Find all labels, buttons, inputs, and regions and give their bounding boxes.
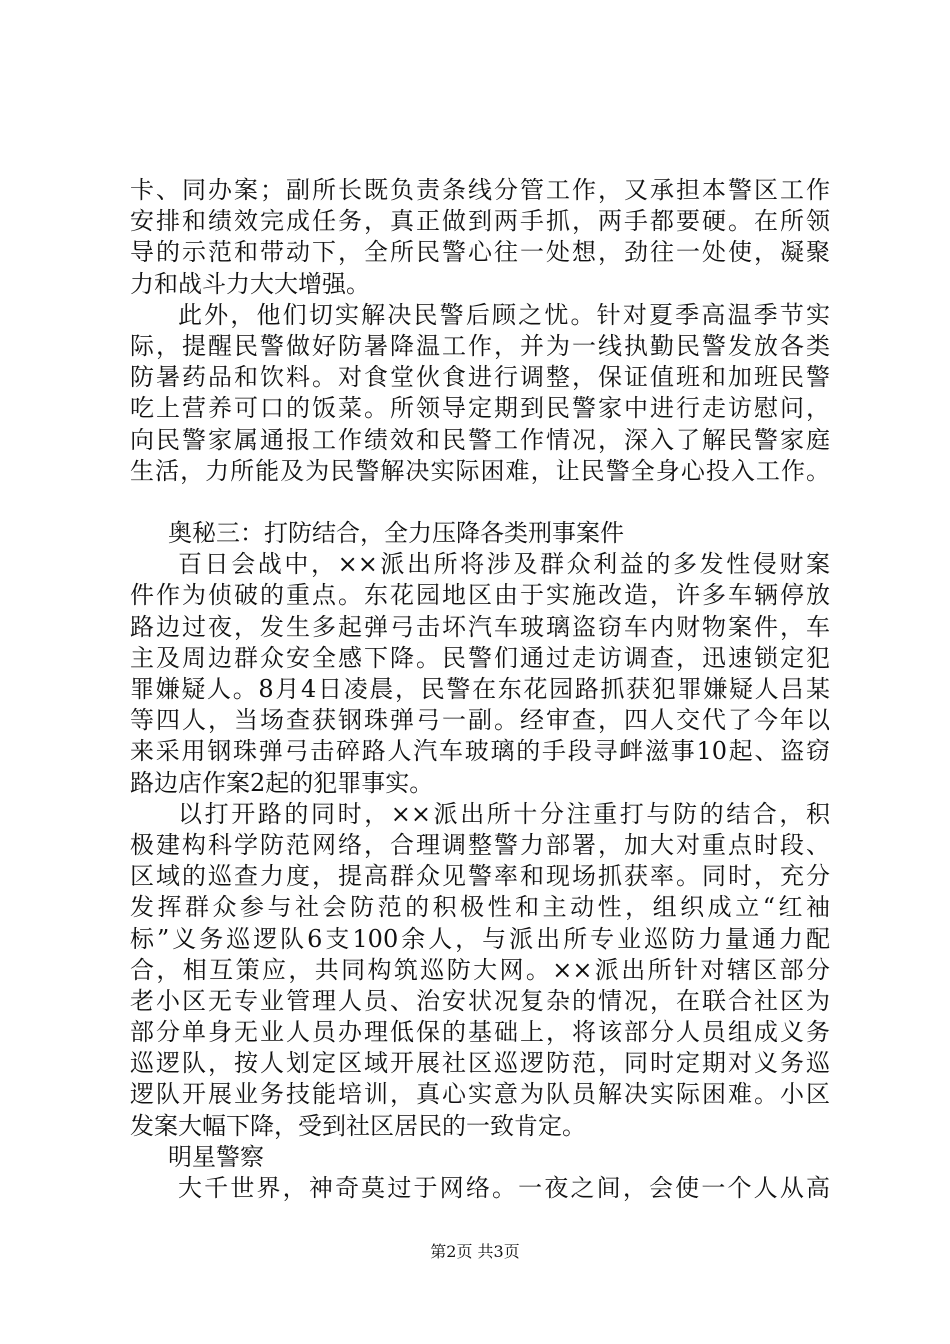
text-line: 等四人，当场查获钢珠弹弓一副。经审查，四人交代了今年以 <box>130 706 830 735</box>
text-line: 路边店作案2起的犯罪事实。 <box>130 768 434 797</box>
text-line: 发案大幅下降，受到社区居民的一致肯定。 <box>130 1111 586 1140</box>
text-line: 卡、同办案；副所长既负责条线分管工作，又承担本警区工作 <box>130 176 830 204</box>
text-line: 极建构科学防范网络，合理调整警力部署，加大对重点时段、 <box>130 830 830 859</box>
text-line: 以打开路的同时，××派出所十分注重打与防的结合，积 <box>178 799 830 828</box>
text-line: 部分单身无业人员办理低保的基础上，将该部分人员组成义务 <box>130 1018 830 1047</box>
text-line: 合，相互策应，共同构筑巡防大网。××派出所针对辖区部分 <box>130 955 830 984</box>
text-line: 此外，他们切实解决民警后顾之忧。针对夏季高温季节实 <box>178 300 830 329</box>
text-line: 罪嫌疑人。8月4日凌晨，民警在东花园路抓获犯罪嫌疑人吕某 <box>130 675 830 703</box>
text-line: 生活，力所能及为民警解决实际困难，让民警全身心投入工作。 <box>130 456 830 485</box>
text-line: 向民警家属通报工作绩效和民警工作情况，深入了解民警家庭 <box>130 425 830 454</box>
text-line: 件作为侦破的重点。东花园地区由于实施改造，许多车辆停放 <box>130 581 830 610</box>
text-line: 来采用钢珠弹弓击碎路人汽车玻璃的手段寻衅滋事10起、盗窃 <box>130 737 830 766</box>
section-heading: 明星警察 <box>168 1142 264 1171</box>
text-line: 逻队开展业务技能培训，真心实意为队员解决实际困难。小区 <box>130 1080 830 1109</box>
page-footer: 第2页 共3页 <box>430 1242 520 1261</box>
text-line: 路边过夜，发生多起弹弓击坏汽车玻璃盗窃车内财物案件，车 <box>130 612 830 641</box>
text-line: 巡逻队，按人划定区域开展社区巡逻防范，同时定期对义务巡 <box>130 1049 830 1078</box>
document-body <box>130 175 830 1204</box>
text-line: 大千世界，神奇莫过于网络。一夜之间，会使一个人从高 <box>178 1174 830 1202</box>
text-line: 百日会战中，××派出所将涉及群众利益的多发性侵财案 <box>178 550 830 579</box>
text-line: 标”义务巡逻队6支100余人，与派出所专业巡防力量通力配 <box>130 924 830 953</box>
text-line: 发挥群众参与社会防范的积极性和主动性，组织成立“红袖 <box>130 893 830 922</box>
text-line: 导的示范和带动下，全所民警心往一处想，劲往一处使，凝聚 <box>130 238 830 267</box>
text-line: 老小区无专业管理人员、治安状况复杂的情况，在联合社区为 <box>130 986 830 1015</box>
text-line: 区域的巡查力度，提高群众见警率和现场抓获率。同时，充分 <box>130 862 830 891</box>
text-line: 主及周边群众安全感下降。民警们通过走访调查，迅速锁定犯 <box>130 643 830 672</box>
text-line: 安排和绩效完成任务，真正做到两手抓，两手都要硬。在所领 <box>130 207 830 236</box>
paragraph-gap <box>130 487 830 518</box>
section-heading: 奥秘三：打防结合，全力压降各类刑事案件 <box>168 519 624 548</box>
text-line: 吃上营养可口的饭菜。所领导定期到民警家中进行走访慰问， <box>130 394 830 423</box>
text-line: 际，提醒民警做好防暑降温工作，并为一线执勤民警发放各类 <box>130 331 830 360</box>
text-line: 防暑药品和饮料。对食堂伙食进行调整，保证值班和加班民警 <box>130 363 830 392</box>
text-line: 力和战斗力大大增强。 <box>130 269 370 298</box>
